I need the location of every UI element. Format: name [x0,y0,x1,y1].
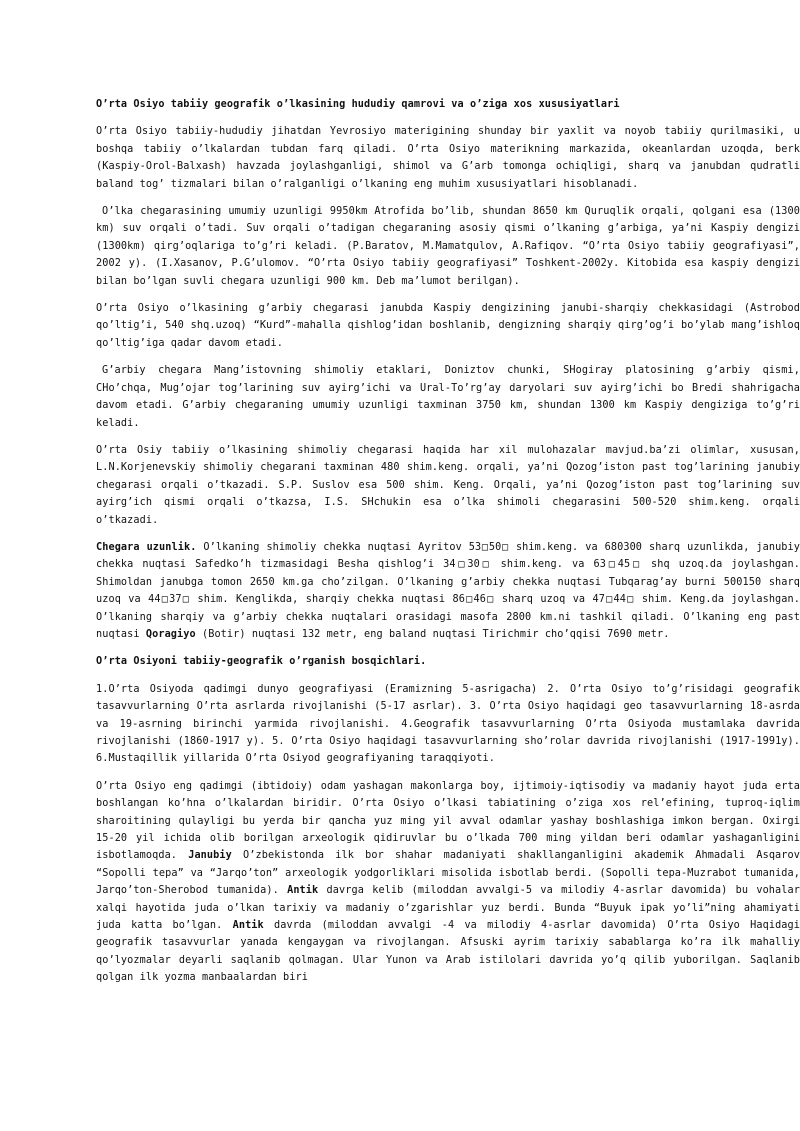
paragraph-8-text-b: O’zbekistonda ilk bor shahar madaniyati shakllanganligini akademik Ahmadali Asqarov “Sopolli tepa” va “Jarqo’ton” arxeologik yodgorliklari misolida isbotlab berdi. (Sopolli tepa-Muzrabot tumanida, Jarqo’ton-Sherobod tumanida). [96,850,800,897]
paragraph-5: O’rta Osiy tabiiy o’lkasining shimoliy chegarasi haqida har xil mulohazalar mavjud.ba’zi olimlar, xususan, L.N.Korjenevskiy shimoliy chegarani taxminan 480 shim.keng. orqali, ya’ni Qozog’iston past tog’larining janubiy chegarasi orqali o’tkazadi. S.P. Suslov esa 500 shim. Keng. Orqali, ya’ni Qozog’iston past tog’larining suv ayirg’ich qismi orqali o’tkazsa, I.S. SHchukin esa o’lka shimoli chegarasini 500-520 shim.keng. orqali o’tkazadi. [96,444,800,526]
document-title: O’rta Osiyo tabiiy geografik o’lkasining hududiy qamrovi va o’ziga xos xususiyatlari [96,99,620,110]
paragraph-6-lead: Chegara uzunlik. [96,541,197,553]
paragraph-3: O’rta Osiyo o’lkasining g’arbiy chegarasi janubda Kaspiy dengizining janubi-sharqiy chekkasidagi (Astrobod qo’ltig’i, 540 shq.uzoq) “Kurd”-mahalla qishlog’idan boshlanib, dengizning sharqiy qirg’og’i bo’ylab mang’ishloq qo’ltig’iga qadar davom etadi. [96,303,800,349]
paragraph-8-text-d: davrda (miloddan avvalgi -4 va milodiy 4-asrlar davomida) O’rta Osiyo Haqidagi geografik tasavvurlar yanada kengaygan va rivojlangan. Afsuski ayrim tarixiy sabablarga ko’ra ilk mahalliy qo’lyozmalar deyarli saqlanib qolmagan. Ular Yunon va Arab istilolari davrida yo’q qilib yuborilgan. Saqlanib qolgan ilk yozma manbaalardan biri [96,920,800,984]
paragraph-8-text-c: davrga kelib (miloddan avvalgi-5 va milodiy 4-asrlar davomida) bu vohalar xalqi hayotida juda o’lkan tarixiy va madaniy o’zgarishlar yuz berdi. Bunda “Buyuk ipak yo’li”ning ahamiyati juda katta bo’lgan. [96,885,800,932]
document-page [96,96,800,997]
paragraph-7: 1.O’rta Osiyoda qadimgi dunyo geografiyasi (Eramizning 5-asrigacha) 2. O’rta Osiyo to’g’risidagi geografik tasavvurlarning O’rta asrlarda rivojlanishi (5-17 asrlar). 3. O’rta Osiyo haqidagi geo tasavvurlarning 18-asrda va 19-asrning birinchi yarmida rivojlanishi. 4.Geografik tasavvurlarning O’rta Osiyoda mustamlaka davrida rivojlanishi (1860-1917 y). 5. O’rta Osiyo haqidagi tasavvurlarning sho’rolar davrida rivojlanishi (1917-1991y). 6.Mustaqillik yillarida O’rta Osiyod geografiyaning taraqqiyoti. [96,683,800,765]
paragraph-6 [96,539,800,643]
paragraph-8-text-a: O’rta Osiyo eng qadimgi (ibtidoiy) odam yashagan makonlarga boy, ijtimoiy-iqtisodiy va madaniy hayot juda erta boshlangan ko’hna o’lkalardan biridir. O’rta Osiyo o’lkasi tabiatining o’ziga xos rel’efining, tuproq-iqlim sharoitining qulayligi bu yerda bir qancha yuz ming yil avval odamlar yashay boshlashiga imkon bergan. Oxirgi 15-20 yil ichida olib borilgan arxeologik qidiruvlar bu o’lkada 700 ming yildan beri odamlar yashaganligini isbotlamoqda. [96,780,800,862]
paragraph-6-bold-term: Qoragiyo [145,628,196,640]
paragraph-6-text-a: O’lkaning shimoliy chekka nuqtasi Ayritov 53□50□ shim.keng. va 680300 sharq uzunlikda, janubiy chekka nuqtasi Safedko’h tizmasidagi Besha qishlog’i 34□30□ shim.keng. va 63□45□ shq uzoq.da joylashgan. Shimoldan janubga tomon 2650 km.ga cho’zilgan. O’lkaning g’arbiy chekka nuqtasi Tubqarag’ay burni 500150 sharq uzoq va 44□37□ shim. Kenglikda, sharqiy chekka nuqtasi 86□46□ sharq uzoq va 47□44□ shim. Keng.da joylashgan. O’lkaning sharqiy va g’arbiy chekka nuqtalari orasidagi masofa 2800 km.ni tashkil qiladi. O’lkaning eng past nuqtasi [96,541,800,640]
paragraph-1: O’rta Osiyo tabiiy-hududiy jihatdan Yevrosiyo materigining shunday bir yaxlit va noyob tabiiy qurilmasiki, u boshqa tabiiy o’lkalardan tubdan farq qiladi. O’rta Osiyo materikning markazida, okeanlardan uzoqda, berk (Kaspiy-Orol-Balxash) havzada joylashganligi, shimol va G’arb tomonga ochiqligi, sharq va janubdan qudratli baland tog’ tizmalari bilan o’ralganligi o’lkaning eng muhim xususiyatlari hisoblanadi. [96,126,800,190]
section-heading: O’rta Osiyoni tabiiy-geografik o’rganish bosqichlari. [96,656,427,668]
paragraph-8 [96,778,800,987]
paragraph-8-bold-3: Antik [232,920,264,932]
paragraph-4: G’arbiy chegara Mang’istovning shimoliy etaklari, Doniztov chunki, SHogiray platosining g’arbiy qismi, CHo’chqa, Mug’ojar tog’larining suv ayirg’ichi va Ural-To’rg’ay daryolari suv ayirg’ichi bo Bredi shahrigacha davom etadi. G’arbiy chegaraning umumiy uzunligi taxminan 3750 km, shundan 1300 km Kaspiy dengiziga to’g’ri keladi. [96,365,800,429]
paragraph-2: O’lka chegarasining umumiy uzunligi 9950km Atrofida bo’lib, shundan 8650 km Quruqlik orqali, qolgani esa (1300 km) suv orqali o’tadi. Suv orqali o’tadigan chegaraning asosiy qismi o’lkaning g’arbiga, ya’ni Kaspiy dengizi (1300km) qirg’oqlariga to’g’ri keladi. (P.Baratov, M.Mamatqulov, A.Rafiqov. “O’rta Osiyo tabiiy geografiyasi”, 2002 y). (I.Xasanov, P.G’ulomov. “O’rta Osiyo tabiiy geografiyasi” Toshkent-2002y. Kitobida esa kaspiy dengizi bilan bo’lgan suvli chegara uzunligi 900 km. Deb ma’lumot berilgan). [96,206,800,287]
paragraph-8-bold-1: Janubiy [188,850,232,862]
paragraph-8-bold-2: Antik [287,885,319,897]
paragraph-6-text-b: (Botir) nuqtasi 132 metr, eng baland nuqtasi Tirichmir cho’qqisi 7690 metr. [195,628,670,640]
